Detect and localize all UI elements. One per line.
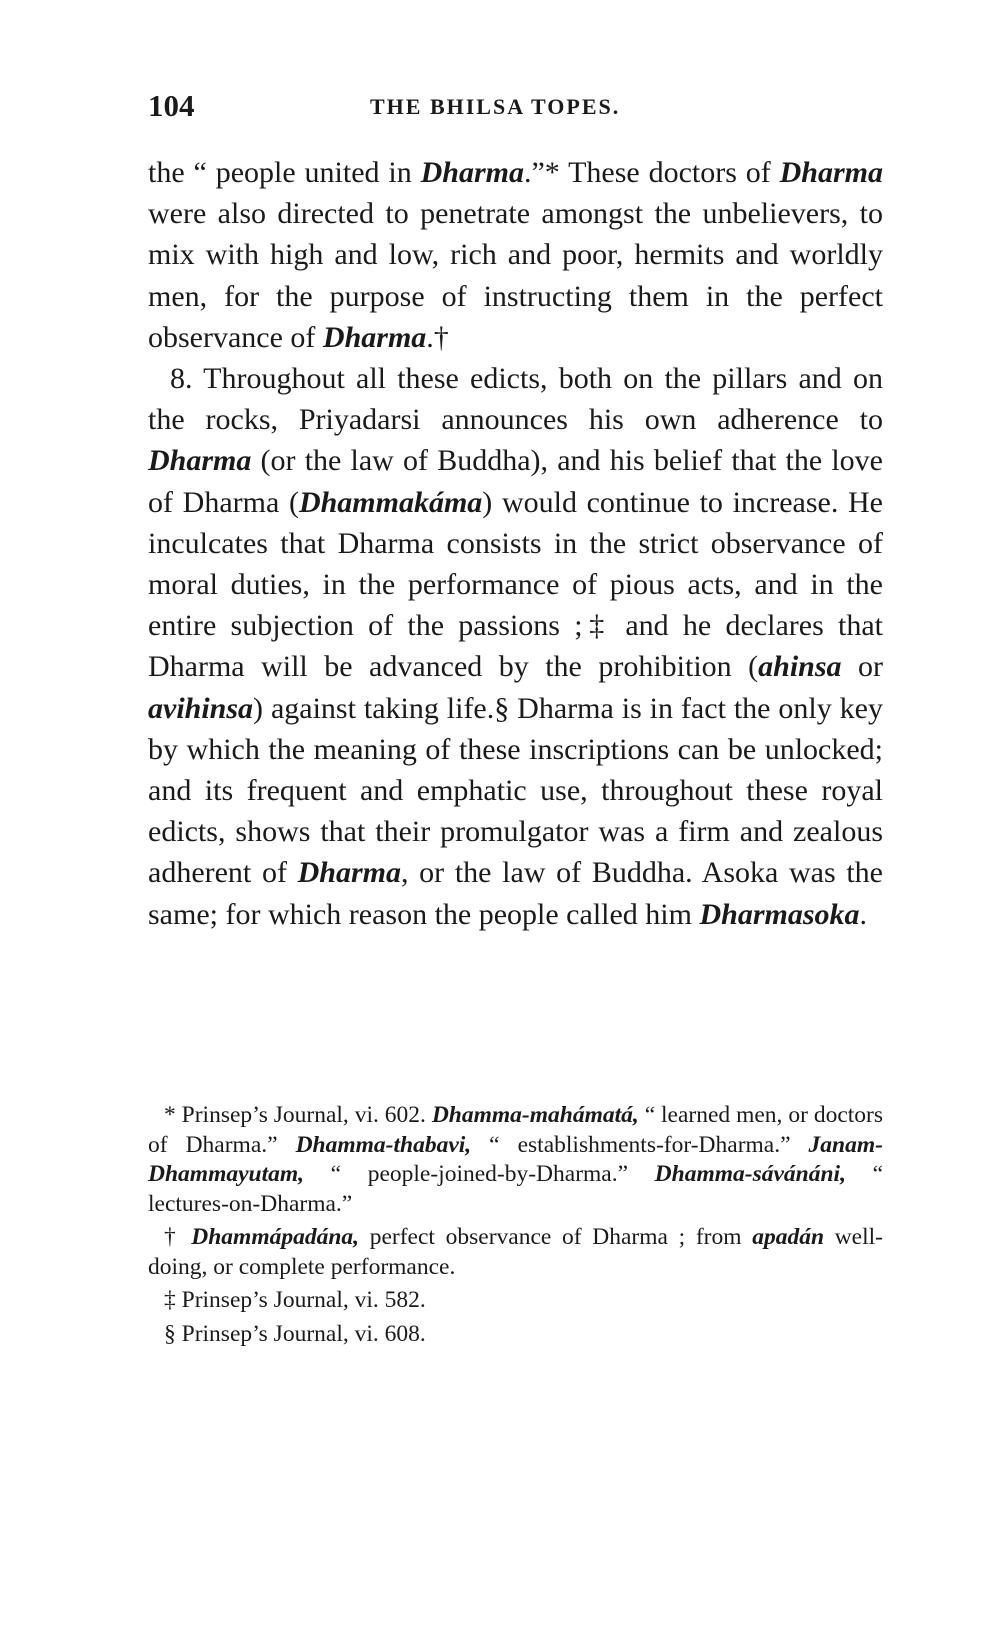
italic-term: Dharma [420, 156, 524, 189]
text-run: perfect observance of Dharma ; from [359, 1224, 753, 1250]
text-run: ) would continue to increase. He inculcates that Dharma consists in the strict observance of moral duties, in the performance of pious acts, and in the entire subjection of the passions ;‡ and he declares that Dharma will be advanced by the prohibition ( [148, 485, 883, 684]
footnote-asterisk [148, 1101, 883, 1219]
italic-term: Dhammápadána, [191, 1224, 360, 1250]
paragraph-8 [148, 358, 883, 935]
text-run: .† [426, 320, 449, 354]
text-run: . [859, 897, 868, 931]
italic-term: Dharma [779, 156, 883, 189]
italic-term: ahinsa [758, 650, 842, 684]
text-run: “ lectures-on-Dharma.” [148, 1161, 883, 1217]
text-run: .”* These doctors of [523, 156, 780, 189]
text-run: “ learned men, or doctors of Dharma.” [148, 1102, 883, 1158]
text-run: were also directed to penetrate amongst the unbelievers, to mix with high and low, rich and poor, hermits and worldly men, for the purpose of instructing them in the perfect observance of [148, 197, 883, 354]
page-number: 104 [148, 88, 195, 123]
italic-term: Dhammakáma [298, 485, 483, 519]
italic-term: Dharmasoka [699, 897, 860, 931]
text-run: the “ people united in [148, 156, 421, 189]
running-head: THE BHILSA TOPES. [370, 94, 621, 119]
text-run: “ establishments-for-Dharma.” [471, 1131, 809, 1158]
text-run: * Prinsep’s Journal, vi. 602. [164, 1102, 432, 1128]
footnotes [148, 1101, 883, 1353]
text-run: ) against taking life.§ Dharma is in fact the only key by which the meaning of these inscriptions can be unlocked; and its frequent and emphatic use, throughout these royal edicts, shows that their promulgator was a firm and zealous adherent of [148, 691, 883, 890]
footnote-section: § Prinsep’s Journal, vi. 608. [164, 1320, 426, 1347]
italic-term: Dharma [322, 320, 427, 354]
page-header [148, 88, 883, 128]
italic-term: Dharma [148, 444, 252, 478]
footnote-double-dagger: ‡ Prinsep’s Journal, vi. 582. [164, 1287, 426, 1313]
text-run: , or the law of Buddha. Asoka was the same; for which reason the people called him [148, 856, 883, 931]
text-run: † [164, 1224, 192, 1250]
text-run: or [841, 650, 883, 684]
text-run: 8. Throughout all these edicts, both on the pillars and on the rocks, Priyadarsi announces his own adherence to [148, 362, 883, 437]
italic-term: Dhamma-sávánáni, [654, 1161, 846, 1187]
italic-term: apadán [752, 1224, 825, 1250]
text-run: (or the law of Buddha), and his belief that the love of Dharma ( [148, 444, 883, 519]
paragraph-continued [148, 152, 883, 358]
italic-term: avihinsa [148, 691, 254, 725]
italic-term: Janam-Dhammayutam, [148, 1131, 883, 1187]
main-text [148, 152, 883, 935]
italic-term: Dhamma-thabavi, [295, 1131, 472, 1158]
italic-term: Dhamma-mahámatá, [431, 1102, 639, 1128]
italic-term: Dharma [297, 856, 401, 890]
text-run: well-doing, or complete performance. [148, 1224, 883, 1280]
text-run: “ people-joined-by-Dharma.” [304, 1161, 655, 1187]
footnote-dagger [148, 1223, 883, 1282]
